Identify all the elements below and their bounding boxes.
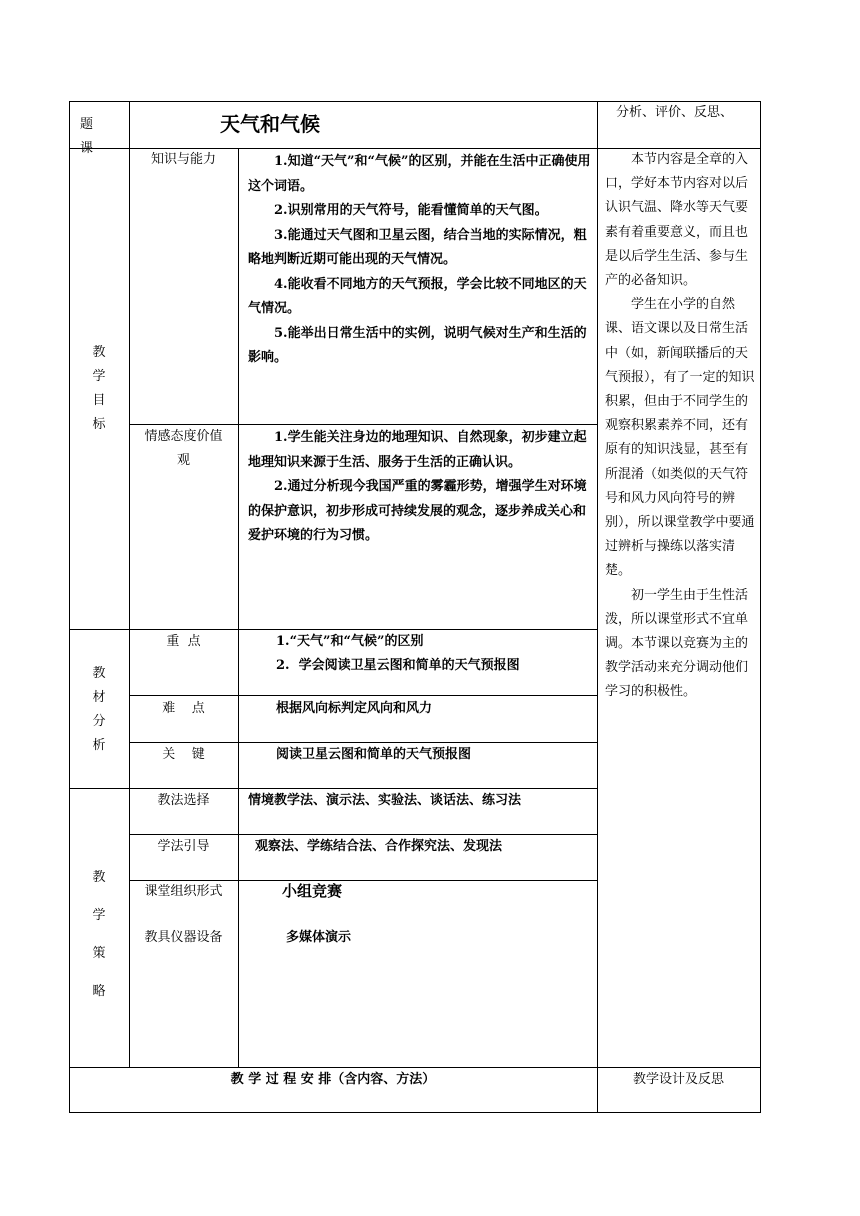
- emotion-item: 2.通过分析现今我国严重的雾霾形势，增强学生对环境的保护意识，初步形成可持续发展的观念，逐步养成关心和爱护环境的行为习惯。: [248, 479, 587, 543]
- review-header: 分析、评价、反思、: [616, 105, 734, 120]
- keypoint-content: [276, 630, 594, 678]
- page-title: 天气和气候: [220, 112, 320, 136]
- header-label-ke: 课: [80, 141, 94, 156]
- emotion-label: [129, 425, 238, 473]
- objectives-label-char: 学: [92, 369, 106, 384]
- emotion-item: 1.学生能关注身边的地理知识、自然现象，初步建立起地理知识来源于生活、服务于生活的正确认识。: [248, 430, 587, 470]
- knowledge-label: 知识与能力: [150, 152, 216, 167]
- header-label-ti: 题: [80, 117, 94, 132]
- col-divider-label: [129, 101, 130, 1067]
- emotion-content: [248, 426, 592, 549]
- review-content: [605, 148, 755, 705]
- col-divider-review: [597, 101, 598, 1113]
- knowledge-item: 5.能举出日常生活中的实例，说明气候对生产和生活的影响。: [248, 325, 587, 365]
- table-border-right: [760, 101, 761, 1113]
- method-content: 情境教学法、演示法、实验法、谈话法、练习法: [248, 793, 522, 808]
- crux-label: 关 键: [162, 747, 205, 762]
- header-label: [80, 113, 124, 161]
- strategy-section-label: [69, 859, 129, 1011]
- knowledge-item: 1.知道“天气”和“气候”的区别，并能在生活中正确使用这个词语。: [248, 154, 591, 194]
- method-label: 教法选择: [157, 793, 210, 808]
- review-paragraph: 初一学生由于生性活泼，所以课堂形式不宜单调。本节课以竞赛为主的教学活动来充分调动他们学习的积极性。: [605, 587, 749, 700]
- analysis-section-label: [69, 662, 129, 758]
- knowledge-content: [248, 150, 592, 371]
- strategy-label-char: 教: [92, 870, 106, 885]
- emotion-label-line2: 观: [176, 453, 190, 468]
- analysis-label-char: 分: [92, 714, 106, 729]
- crux-content: 阅读卫星云图和简单的天气预报图: [276, 747, 472, 762]
- objectives-label-char: 标: [92, 417, 106, 432]
- difficulty-label: 难 点: [162, 701, 205, 716]
- knowledge-item: 3.能通过天气图和卫星云图，结合当地的实际情况，粗略地判断近期可能出现的天气情况。: [248, 227, 587, 267]
- organization-label: 课堂组织形式: [144, 884, 223, 899]
- col-divider-sublabel: [238, 148, 239, 1067]
- analysis-label-char: 材: [92, 690, 106, 705]
- keypoint-label: 重 点: [166, 634, 201, 649]
- equipment-label: 教具仪器设备: [144, 930, 223, 945]
- analysis-label-char: 教: [92, 666, 106, 681]
- row-line-keypoint: [129, 695, 598, 696]
- guide-content: 观察法、学练结合法、合作探究法、发现法: [255, 839, 503, 854]
- strategy-label-char: 略: [92, 984, 106, 999]
- strategy-label-char: 策: [92, 946, 106, 961]
- design-header: 教学设计及反思: [632, 1072, 724, 1087]
- review-paragraph: 学生在小学的自然课、语文课以及日常生活中（如，新闻联播后的天气预报），有了一定的知识积累，但由于不同学生的观察积累素养不同，还有原有的知识浅显，甚至有所混淆（如类似的天气符号和风力风向符号的辨别），所以课堂教学中要通过辨析与操练以落实清楚。: [605, 297, 755, 579]
- objectives-label-char: 教: [92, 345, 106, 360]
- objectives-section-label: [69, 341, 129, 437]
- organization-content: 小组竞赛: [282, 882, 343, 900]
- emotion-label-line1: 情感态度价值: [144, 429, 223, 444]
- analysis-label-char: 析: [92, 738, 106, 753]
- keypoint-item: 1.“天气”和“气候”的区别: [276, 634, 424, 649]
- table-border-bottom: [69, 1112, 761, 1113]
- review-paragraph: 本节内容是全章的入口，学好本节内容对以后认识气温、降水等天气要素有着重要意义，而且也是以后学生生活、参与生产的必备知识。: [605, 152, 749, 289]
- equipment-content: 多媒体演示: [286, 930, 352, 945]
- keypoint-item: 2. 学会阅读卫星云图和简单的天气预报图: [276, 658, 520, 673]
- process-header: 教 学 过 程 安 排（含内容、方法）: [230, 1072, 436, 1087]
- difficulty-content: 根据风向标判定风向和风力: [276, 701, 433, 716]
- knowledge-item: 4.能收看不同地方的天气预报，学会比较不同地区的天气情况。: [248, 276, 587, 316]
- strategy-label-char: 学: [92, 908, 106, 923]
- knowledge-item: 2.识别常用的天气符号，能看懂简单的天气图。: [274, 203, 548, 218]
- guide-label: 学法引导: [157, 839, 210, 854]
- objectives-label-char: 目: [92, 393, 106, 408]
